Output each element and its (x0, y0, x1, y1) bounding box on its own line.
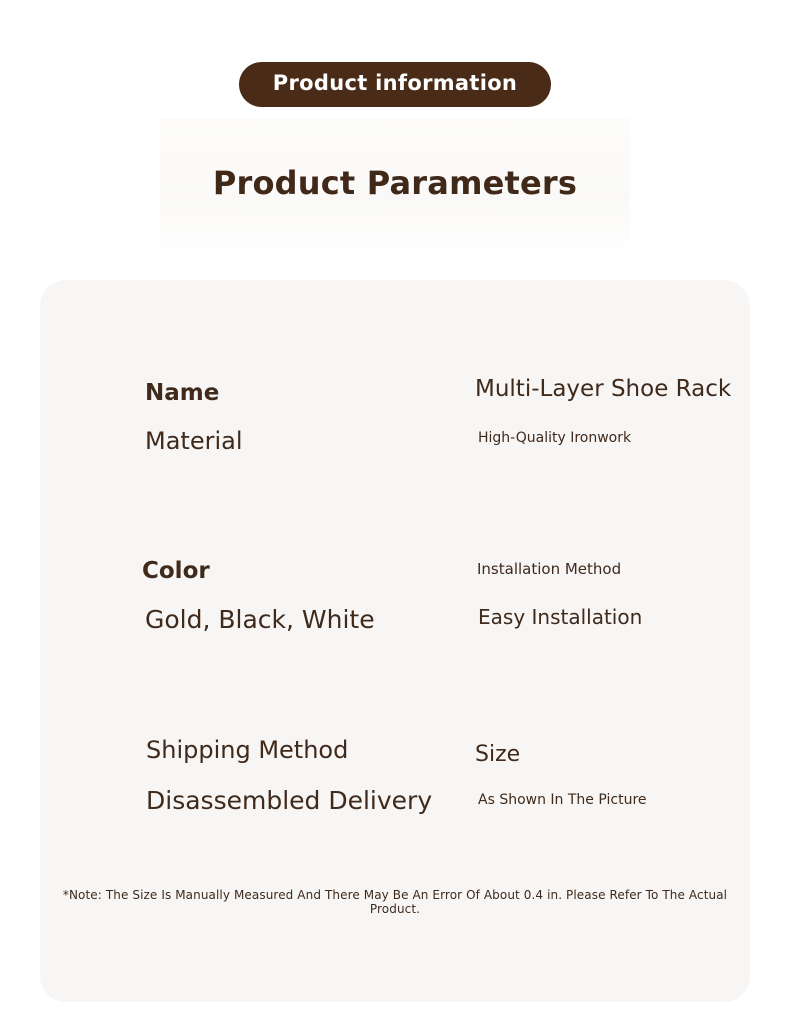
param-value-material: High-Quality Ironwork (478, 430, 632, 446)
param-label-material: Material (145, 427, 243, 455)
param-value-size: As Shown In The Picture (478, 792, 647, 808)
page-title: Product Parameters (212, 164, 578, 202)
param-label-color: Color (142, 558, 210, 584)
param-value-color: Gold, Black, White (145, 605, 375, 634)
product-information-badge-container (0, 62, 790, 107)
param-value-installation-method: Easy Installation (478, 605, 643, 629)
measurement-note: *Note: The Size Is Manually Measured And There May Be An Error Of About 0.4 in. Please Refer To The Actual Product. (62, 888, 728, 916)
param-label-name: Name (145, 380, 220, 406)
param-label-shipping-method: Shipping Method (146, 736, 349, 764)
product-information-badge: Product information (239, 62, 551, 107)
param-label-size: Size (475, 742, 521, 767)
product-parameters-card (40, 280, 750, 1002)
param-value-name: Multi-Layer Shoe Rack (475, 376, 732, 402)
param-label-installation-method: Installation Method (477, 560, 622, 578)
param-value-shipping-method: Disassembled Delivery (146, 786, 433, 815)
